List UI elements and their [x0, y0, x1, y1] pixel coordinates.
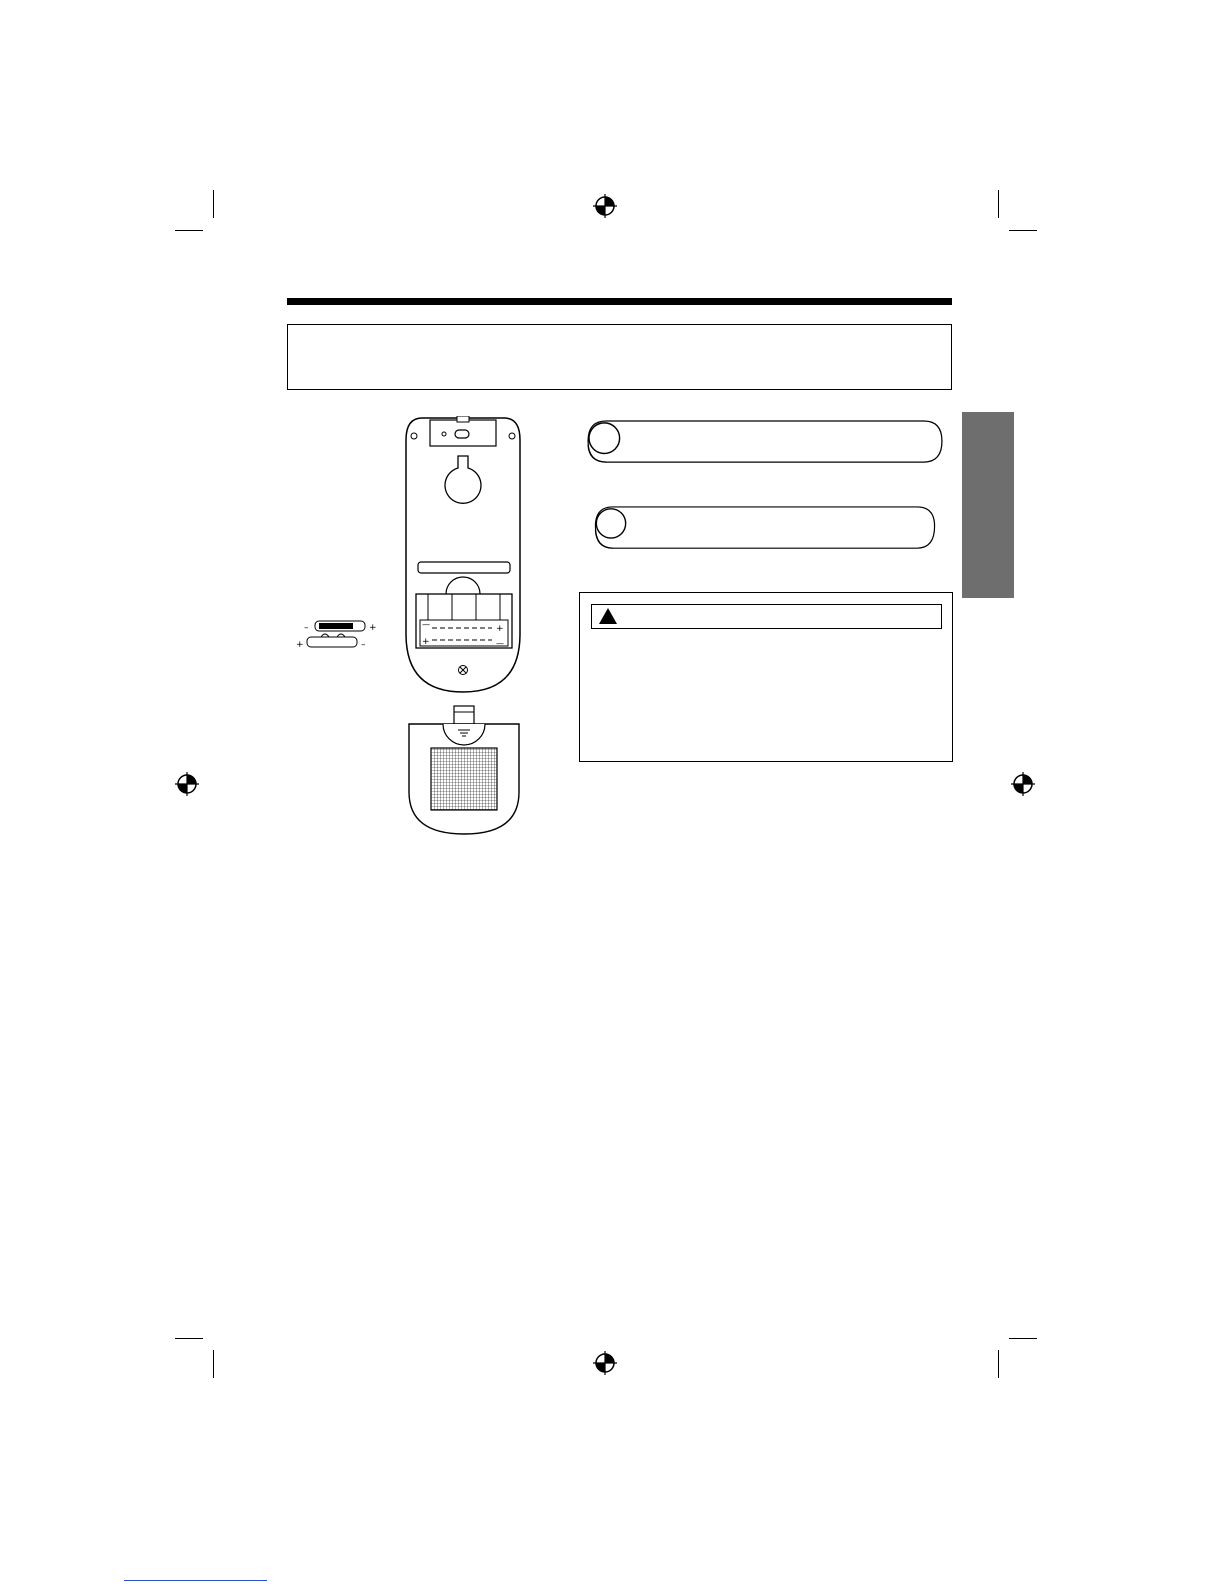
- crop-mark-top-left: [175, 230, 203, 231]
- compartment-minus-label-1: —: [422, 620, 430, 629]
- compartment-plus-label-1: +: [496, 624, 504, 634]
- crop-mark-top-left: [213, 190, 214, 218]
- crop-mark-bottom-left: [175, 1338, 203, 1339]
- compartment-plus-label-2: +: [422, 637, 430, 647]
- chapter-side-tab: [962, 412, 1014, 598]
- registration-mark-icon-right: [1011, 772, 1035, 796]
- crop-mark-top-right: [1009, 230, 1037, 231]
- crop-mark-bottom-right: [1009, 1338, 1037, 1339]
- section-title-rule: [287, 298, 952, 305]
- battery-1-minus-label: –: [304, 623, 309, 633]
- crop-mark-bottom-right: [998, 1350, 999, 1378]
- registration-mark-icon-top: [593, 194, 617, 218]
- registration-mark-icon-bottom: [593, 1351, 617, 1375]
- crop-mark-top-right: [998, 190, 999, 218]
- caution-header-bar: [591, 604, 942, 629]
- battery-2-minus-label: –: [361, 640, 366, 650]
- step-2-box: [579, 506, 951, 550]
- registration-mark-icon-left: [175, 772, 199, 796]
- caution-box: [579, 592, 953, 762]
- step-1-box: [579, 420, 951, 464]
- page-link-underline[interactable]: [124, 1580, 267, 1581]
- compartment-minus-label-2: —: [496, 639, 504, 648]
- crop-mark-bottom-left: [213, 1350, 214, 1378]
- section-header-box: [287, 324, 952, 390]
- step-1-circle-icon: [589, 423, 620, 454]
- remote-back-illustration: [404, 416, 522, 694]
- battery-2-plus-label: +: [296, 640, 304, 650]
- batteries-illustration: [293, 617, 379, 651]
- warning-triangle-icon: [599, 608, 617, 624]
- battery-cover-illustration: [407, 704, 521, 836]
- battery-1-plus-label: +: [369, 623, 377, 633]
- step-2-circle-icon: [596, 509, 625, 538]
